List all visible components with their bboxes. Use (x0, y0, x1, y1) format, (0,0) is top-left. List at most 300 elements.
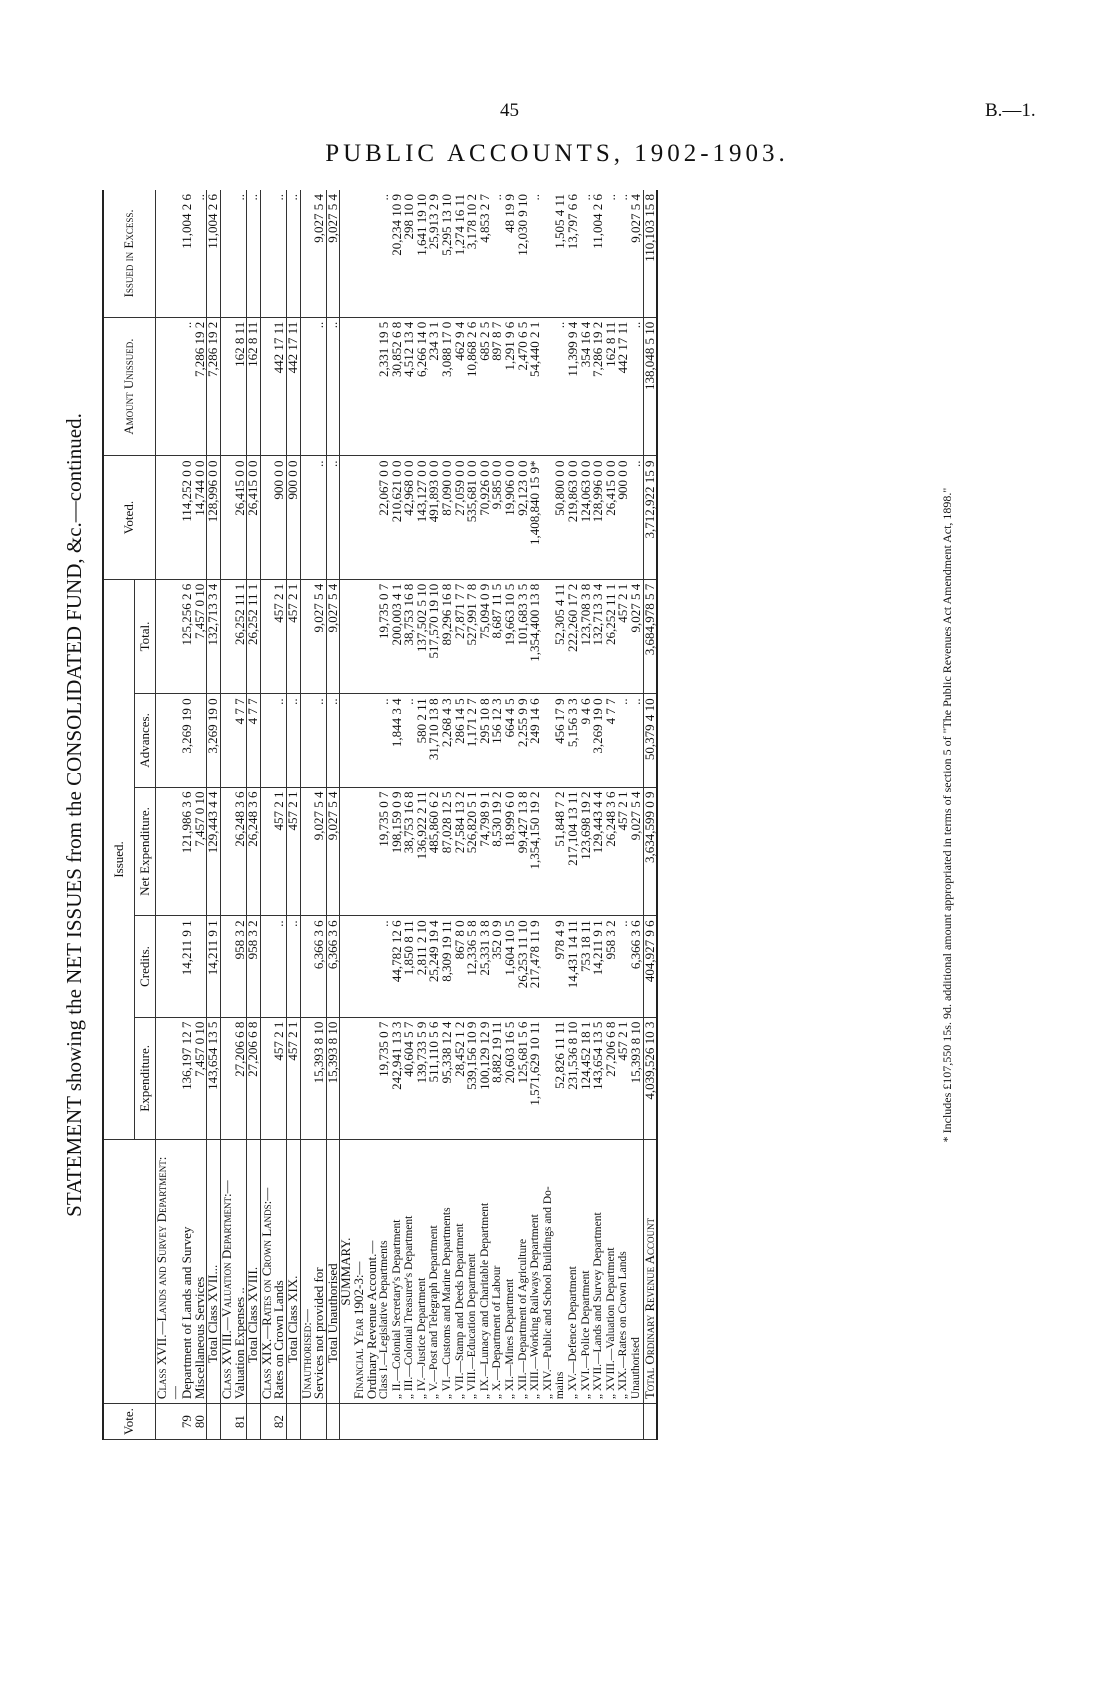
excess-header: Issued in Excess. (103, 190, 156, 317)
cell: .. (234, 190, 247, 317)
cell-line: 491,893 0 0 (426, 460, 442, 523)
cell-line: „ XIX.—Rates on Crown Lands (617, 1251, 630, 1400)
cell-line: 7,457 0 10 (191, 583, 207, 639)
cell-line: 457 2 1 (615, 791, 631, 831)
grand-total-label: Total Ordinary Revenue Account (643, 1140, 657, 1404)
cell-line: 38,753 16 8 (401, 583, 417, 646)
cell-line: 14,211 9 1 (590, 920, 606, 976)
grand-total-cell: 4,039,526 10 3 (643, 1017, 657, 1140)
cell-line: 99,427 13 8 (514, 791, 530, 854)
cell-line: 900 0 0 (615, 460, 631, 500)
net-expenditure-header: Net Expenditure. (135, 787, 156, 916)
cell: .. (313, 694, 326, 787)
cell-line: 457 2 1 (615, 583, 631, 623)
total-cell: 958 3 2 (247, 916, 261, 1017)
total-cell: 26,252 11 1 (247, 579, 261, 694)
cell-line: 125,256 2 6 (179, 583, 195, 646)
total-cell: 26,248 3 6 (247, 787, 261, 916)
cell-line: 4,853 2 7 (476, 194, 492, 243)
cell-line: „ VIII.—Education Department (466, 1253, 479, 1400)
cell-line: 137,502 5 10 (413, 583, 429, 652)
cell-line: 12,336 5 8 (464, 920, 480, 976)
cell: 457 2 1 (273, 787, 286, 916)
cell-line: 31,710 13 8 (426, 698, 442, 761)
cell: 9,027 5 4 (313, 787, 326, 916)
class17-net (181, 787, 207, 916)
cell-line: 8,309 19 11 (439, 920, 455, 982)
total-cell: .. (286, 694, 300, 787)
cell-line: 19,663 10 5 (502, 583, 518, 646)
total-cell: 4 7 7 (247, 694, 261, 787)
cell-line: 4,512 13 4 (401, 321, 417, 378)
total-cell: 26,415 0 0 (247, 456, 261, 579)
summary-expenditure (378, 1017, 643, 1140)
cell-line: 27,206 6 8 (602, 1021, 618, 1077)
class17-total (181, 579, 207, 694)
total-cell: .. (326, 456, 340, 579)
cell-line: 298 10 0 (401, 194, 417, 240)
statement-caption: STATEMENT showing the NET ISSUES from the CONSOLIDATED FUND, &c.—continued. (62, 413, 86, 1217)
cell-line: 1,850 8 11 (401, 920, 417, 976)
total-cell: 27,206 6 8 (247, 1017, 261, 1140)
cell-line: 7,286 19 2 (191, 321, 207, 378)
cell-line: 1,408,840 15 9* (527, 460, 543, 545)
grand-total-cell: 404,927 9 6 (643, 916, 657, 1017)
cell-line: 5,156 3 3 (565, 698, 580, 748)
cell-line: Class I.—Legislative Departments (378, 1240, 391, 1400)
total-cell: .. (286, 916, 300, 1017)
cell: 4 7 7 (234, 694, 247, 787)
cell-line: 143,127 0 0 (413, 460, 429, 523)
summary-net (378, 787, 643, 916)
cell-line: 79 (179, 1415, 195, 1429)
total-cell: 6,366 3 6 (326, 916, 340, 1017)
cell-line: 7,457 0 10 (191, 1021, 207, 1077)
cell-line: 1,641 19 10 (413, 194, 429, 256)
cell-line: 1,171 2 7 (464, 698, 480, 748)
vote-number: 82 (273, 1404, 286, 1440)
unauthorised-heading: Unauthorised:— (300, 1140, 313, 1404)
summary-credits (378, 916, 643, 1017)
cell-line: .. (191, 194, 207, 201)
cell-line: 101,683 3 5 (514, 583, 530, 646)
issued-header: Issued. (103, 579, 135, 1139)
cell-line: 6,266 14 0 (413, 321, 429, 378)
class17-voted (181, 456, 207, 579)
cell-line: 22,067 0 0 (376, 460, 392, 516)
credits-header: Credits. (135, 916, 156, 1017)
total-cell: 457 2 1 (286, 787, 300, 916)
cell-line: 95,338 12 4 (439, 1021, 455, 1084)
cell-line: 295 10 8 (476, 698, 492, 744)
grand-total-cell: 3,712,922 15 9 (643, 456, 657, 579)
cell-line: 198,159 0 9 (388, 791, 404, 854)
cell: .. (273, 190, 286, 317)
total-cell: 9,027 5 4 (326, 190, 340, 317)
cell-line: „ XIII.—Working Railways Department (529, 1214, 542, 1400)
cell-line: .. (615, 698, 631, 705)
advances-header: Advances. (135, 694, 156, 787)
cell-line: 11,004 2 6 (590, 194, 606, 249)
cell-line: „ III.—Colonial Treasurer's Department (403, 1215, 416, 1400)
cell-line: 87,090 0 0 (439, 460, 455, 516)
cell-line: 26,415 0 0 (602, 460, 618, 516)
total-cell: 900 0 0 (286, 456, 300, 579)
total-cell: .. (247, 190, 261, 317)
cell-line: 123,708 3 8 (577, 583, 593, 646)
cell-line: „ II.—Colonial Secretary's Department (390, 1219, 403, 1400)
total-label: Total Class XIX. (286, 1140, 300, 1404)
cell-line: 52,826 11 11 (552, 1021, 568, 1089)
cell-line: 87,028 12 5 (439, 791, 455, 854)
cell-line: 352 0 9 (489, 920, 505, 960)
cell-line: 286 14 5 (451, 698, 467, 744)
cell-line: „ XII.—Department of Agriculture (516, 1238, 529, 1400)
cell-line: 25,331 3 8 (476, 920, 492, 976)
cell-line: 51,848 7 2 (552, 791, 568, 847)
cell: 457 2 1 (273, 579, 286, 694)
cell-line (542, 322, 555, 452)
class17-excess (181, 190, 207, 317)
cell-line: Unauthorised (629, 1337, 642, 1400)
grand-total-cell: 138,048 5 10 (643, 317, 657, 456)
cell-line: .. (179, 321, 195, 329)
cell-line: 25,249 19 4 (426, 920, 442, 983)
cell-line: 19,735 0 7 (376, 583, 392, 639)
cell-line: 511,110 5 6 (426, 1021, 442, 1083)
cell: 27,206 6 8 (234, 1017, 247, 1140)
class17-heading: Class XVII.—Lands and Survey Department:— (156, 1140, 182, 1404)
cell-line: 136,197 12 7 (179, 1021, 195, 1090)
cell-line: 219,863 0 0 (565, 460, 580, 523)
cell-line: 19,735 0 7 (376, 791, 392, 847)
page-title: PUBLIC ACCOUNTS, 1902-1903. (325, 140, 789, 167)
cell-line: „ IX.—Lunacy and Charitable Department (478, 1202, 491, 1400)
cell-line: 222,260 17 2 (565, 583, 580, 652)
cell-line: 19,906 0 0 (502, 460, 518, 516)
cell-line: 121,986 3 6 (179, 791, 195, 854)
total-cell: 457 2 1 (286, 579, 300, 694)
cell-line: .. (615, 920, 631, 927)
total-cell: 132,713 3 4 (207, 579, 221, 694)
cell-line: „ X.—Department of Labour (491, 1265, 504, 1400)
cell-line: 7,457 0 10 (191, 791, 207, 847)
cell-line: 26,252 11 1 (602, 583, 618, 645)
cell-line: 20,603 16 5 (502, 1021, 518, 1084)
cell: 162 8 11 (234, 317, 247, 456)
total-cell: 15,393 8 10 (326, 1017, 340, 1140)
cell-line: 30,852 6 8 (388, 321, 404, 378)
cell-line: 9,027 5 4 (627, 791, 643, 841)
cell-line: 234 3 1 (426, 321, 442, 361)
class17-items (181, 1140, 207, 1404)
cell-line: 867 8 0 (451, 920, 467, 960)
cell-line: 1,505 4 11 (552, 194, 568, 249)
cell-line: 442 17 11 (615, 321, 631, 374)
total-cell: .. (326, 317, 340, 456)
cell-line: 2,268 4 3 (439, 698, 455, 748)
cell-line: 54,440 2 1 (527, 321, 543, 378)
cell-line: „ XV.—Defence Department (567, 1266, 579, 1400)
item-label: Valuation Expenses .. (234, 1140, 247, 1404)
cell-line: 9,027 5 4 (627, 194, 643, 243)
summary-voted (378, 456, 643, 579)
cell-line: .. (627, 698, 643, 705)
summary-items (378, 1140, 643, 1404)
cell-line: 10,868 2 6 (464, 321, 480, 378)
cell-line: 27,871 7 7 (451, 583, 467, 639)
cell-line: 25,913 2 9 (426, 194, 442, 250)
cell-line: 9,585 0 0 (489, 460, 505, 510)
expenditure-header: Expenditure. (135, 1017, 156, 1140)
total-cell: .. (326, 694, 340, 787)
cell-line: 1,604 10 5 (502, 920, 518, 976)
cell-line: 74,798 9 1 (476, 791, 492, 847)
cell-line: 80 (191, 1415, 207, 1429)
cell-line: 19,735 0 7 (376, 1021, 392, 1077)
cell-line: „ XVI.—Police Department (579, 1270, 592, 1400)
cell-line: Department of Lands and Survey (179, 1226, 195, 1400)
cell: 9,027 5 4 (313, 190, 326, 317)
cell-line: 527,991 7 8 (464, 583, 480, 646)
cell-line: 42,968 0 0 (401, 460, 417, 516)
summary-total (378, 579, 643, 694)
class17-expenditure (181, 1017, 207, 1140)
cell-line: 14,211 9 1 (179, 920, 195, 976)
cell-line: 9,027 5 4 (627, 583, 643, 633)
cell-line: 27,584 13 2 (451, 791, 467, 854)
cell-line: 231,536 8 10 (565, 1021, 580, 1090)
cell-line: .. (376, 920, 392, 927)
cell-line: 14,431 14 11 (565, 920, 580, 989)
cell-line: 753 18 11 (577, 920, 593, 972)
cell-line: 200,003 4 1 (388, 583, 404, 646)
cell: .. (273, 694, 286, 787)
cell-line: 685 2 5 (476, 321, 492, 361)
total-cell: .. (286, 190, 300, 317)
rotated-statement (40, 190, 990, 1440)
cell-line: 114,252 0 0 (179, 460, 195, 522)
total-cell: 11,004 2 6 (207, 190, 221, 317)
cell-line: 124,063 0 0 (577, 460, 593, 523)
summary-heading: SUMMARY. (340, 1140, 353, 1404)
vote-number: 81 (234, 1404, 247, 1440)
grand-total-cell: 110,103 15 8 (643, 190, 657, 317)
cell-line: 12,030 9 10 (514, 194, 530, 256)
cell: 15,393 8 10 (313, 1017, 326, 1140)
cell-line: 249 14 6 (527, 698, 543, 744)
description-header (103, 1140, 156, 1404)
cell-line: 958 3 2 (602, 920, 618, 960)
cell-line: 664 4 5 (502, 698, 518, 738)
cell-line: .. (627, 321, 643, 329)
cell: 457 2 1 (273, 1017, 286, 1140)
vote-header: Vote. (103, 1404, 156, 1440)
cell: .. (313, 317, 326, 456)
cell-line: 40,604 5 7 (401, 1021, 417, 1077)
cell-line: 28,452 1 2 (451, 1021, 467, 1077)
cell-line: „ VII.—Stamp and Deeds Department (453, 1223, 466, 1400)
cell: .. (273, 916, 286, 1017)
cell-line: 89,296 16 8 (439, 583, 455, 646)
cell-line: 14,744 0 0 (191, 460, 207, 516)
cell-line: 3,178 10 2 (464, 194, 480, 250)
cell-line: 1,844 3 4 (388, 698, 404, 748)
cell-line: 125,681 5 6 (514, 1021, 530, 1084)
class18-heading: Class XVIII.—Valuation Department:— (220, 1140, 233, 1404)
cell-line: „ XIV.—Public and School Buildings and Do- (541, 1186, 554, 1400)
cell-line: Miscellaneous Services (191, 1276, 207, 1400)
total-cell: 129,443 4 4 (207, 787, 221, 916)
grand-total-cell: 3,634,599 0 9 (643, 787, 657, 916)
cell-line: 26,253 11 10 (514, 920, 530, 989)
cell-line: 143,654 13 5 (590, 1021, 606, 1090)
cell-line: 462 9 4 (451, 321, 467, 361)
total-cell: 457 2 1 (286, 1017, 300, 1140)
cell-line: 3,269 19 0 (179, 698, 195, 754)
cell-line: 526,820 5 1 (464, 791, 480, 854)
cell-line: 2,811 2 10 (413, 920, 429, 976)
cell: 26,248 3 6 (234, 787, 247, 916)
cell-line: mains (554, 1371, 567, 1400)
cell-line: 162 8 11 (602, 321, 618, 367)
cell-line: „ IV.—Justice Department (415, 1277, 428, 1400)
class19-total-row (286, 190, 300, 1440)
cell-line: 1,571,629 10 11 (527, 1021, 543, 1106)
cell-line: .. (602, 194, 618, 201)
cell-line: 15,393 8 10 (627, 1021, 643, 1084)
cell-line: 978 4 9 (552, 920, 568, 960)
cell-line: 124,452 18 1 (577, 1021, 593, 1090)
total-label: Total Class XVII... (207, 1140, 221, 1404)
total-header: Total. (135, 579, 156, 694)
cell-line: 210,621 0 0 (388, 460, 404, 523)
cell-line: 3,269 19 0 (590, 698, 606, 754)
cell-line: 156 12 3 (489, 698, 505, 744)
total-cell: 9,027 5 4 (326, 579, 340, 694)
cell-line: 5,295 13 10 (439, 194, 455, 256)
cell-line: 354 16 4 (577, 321, 593, 368)
cell-line: 52,305 4 11 (552, 583, 568, 645)
item-label: Services not provided for (313, 1140, 326, 1404)
cell-line: 242,941 13 3 (388, 1021, 404, 1090)
total-cell: 442 17 11 (286, 317, 300, 456)
cell: 6,366 3 6 (313, 916, 326, 1017)
total-cell: 7,286 19 2 (207, 317, 221, 456)
cell-line: „ XI.—Mines Department (504, 1278, 517, 1400)
cell-line: 4 7 7 (602, 698, 618, 725)
cell-line: 50,800 0 0 (552, 460, 568, 516)
voted-header: Voted. (103, 456, 156, 579)
cell: 442 17 11 (273, 317, 286, 456)
cell-line: 1,354,400 13 8 (527, 583, 543, 662)
cell-line: 20,234 10 9 (388, 194, 404, 256)
cell-line: 2,470 6 5 (514, 321, 530, 371)
cell-line: 9 4 6 (577, 698, 593, 725)
cell-line: 70,926 0 0 (476, 460, 492, 516)
cell-line: 11,399 9 4 (565, 321, 580, 377)
cell-line: 13,797 6 6 (565, 194, 580, 250)
cell-line: 75,094 0 9 (476, 583, 492, 639)
cell-line: .. (376, 698, 392, 705)
total-label: Total Unauthorised (326, 1140, 340, 1404)
summary-advances (378, 694, 643, 787)
cell-line: 2,331 19 5 (376, 321, 392, 378)
total-label: Total Class XVIII. (247, 1140, 261, 1404)
cell-line: 8,882 19 11 (489, 1021, 505, 1083)
cell: 900 0 0 (273, 456, 286, 579)
cell: 26,252 11 1 (234, 579, 247, 694)
cell-line: 139,733 5 9 (413, 1021, 429, 1084)
cell-line: .. (401, 698, 417, 705)
statement-table (102, 190, 658, 1440)
cell: 958 3 2 (234, 916, 247, 1017)
ordinary-revenue-label: Ordinary Revenue Account.— (366, 1140, 379, 1404)
class17-votes (181, 1404, 207, 1440)
cell-line: .. (615, 194, 631, 201)
summary-excess (378, 190, 643, 317)
total-cell: 143,654 13 5 (207, 1017, 221, 1140)
footnote: * Includes £107,550 15s. 9d. additional amount appropriated in terms of section 5 of "The Public Revenues Act Amendment Act, 1898." (940, 487, 954, 1143)
cell-line: 2,255 9 9 (514, 698, 530, 748)
total-cell: 3,269 19 0 (207, 694, 221, 787)
cell-line: .. (627, 460, 643, 467)
cell-line: 897 8 7 (489, 321, 505, 361)
cell-line: 136,922 2 11 (413, 791, 429, 860)
item-label: Rates on Crown Lands (273, 1140, 286, 1404)
cell-line: 457 2 1 (615, 1021, 631, 1061)
cell-line: „ VI.—Customs and Marine Departments (441, 1207, 454, 1400)
cell-line: 128,996 0 0 (590, 460, 606, 523)
cell-line: 11,004 2 6 (179, 194, 195, 249)
cell-line: 26,248 3 6 (602, 791, 618, 847)
cell-line: 6,366 3 6 (627, 920, 643, 970)
cell-line: .. (577, 194, 593, 201)
cell-line: 535,681 0 0 (464, 460, 480, 523)
cell-line: 485,860 6 2 (426, 791, 442, 854)
cell-line: „ XVII.—Lands and Survey Department (592, 1212, 605, 1400)
cell-line: 217,104 13 11 (565, 791, 580, 866)
class17-advances (181, 694, 207, 787)
total-cell: 128,996 0 0 (207, 456, 221, 579)
cell-line: „ XVIII.—Valuation Department (604, 1247, 617, 1400)
cell: 26,415 0 0 (234, 456, 247, 579)
summary-unissued (378, 317, 643, 456)
cell-line: 580 2 11 (413, 698, 429, 744)
cell-line: „ V.—Post and Telegraph Department (428, 1225, 441, 1400)
cell-line: 8,530 19 2 (489, 791, 505, 847)
document-reference: B.—1. (985, 100, 1036, 121)
cell-line: 27,059 0 0 (451, 460, 467, 516)
cell-line: .. (527, 194, 543, 201)
class17-unissued (181, 317, 207, 456)
cell-line: 8,687 11 5 (489, 583, 505, 639)
page-number: 45 (500, 100, 519, 121)
cell: 9,027 5 4 (313, 579, 326, 694)
cell-line: 539,156 10 9 (464, 1021, 480, 1090)
grand-total-cell: 3,684,978 5 7 (643, 579, 657, 694)
grand-total-row (643, 190, 657, 1440)
total-cell: 162 8 11 (247, 317, 261, 456)
financial-year-label: Financial Year 1902-3:— (353, 1140, 366, 1404)
cell-line: 1,274 16 11 (451, 194, 467, 256)
cell-line: 132,713 3 4 (590, 583, 606, 646)
class17-credits (181, 916, 207, 1017)
unissued-header: Amount Unissued. (103, 317, 156, 456)
cell-line: 48 19 9 (502, 194, 518, 233)
total-cell: 14,211 9 1 (207, 916, 221, 1017)
cell-line: 1,354,150 19 2 (527, 791, 543, 870)
